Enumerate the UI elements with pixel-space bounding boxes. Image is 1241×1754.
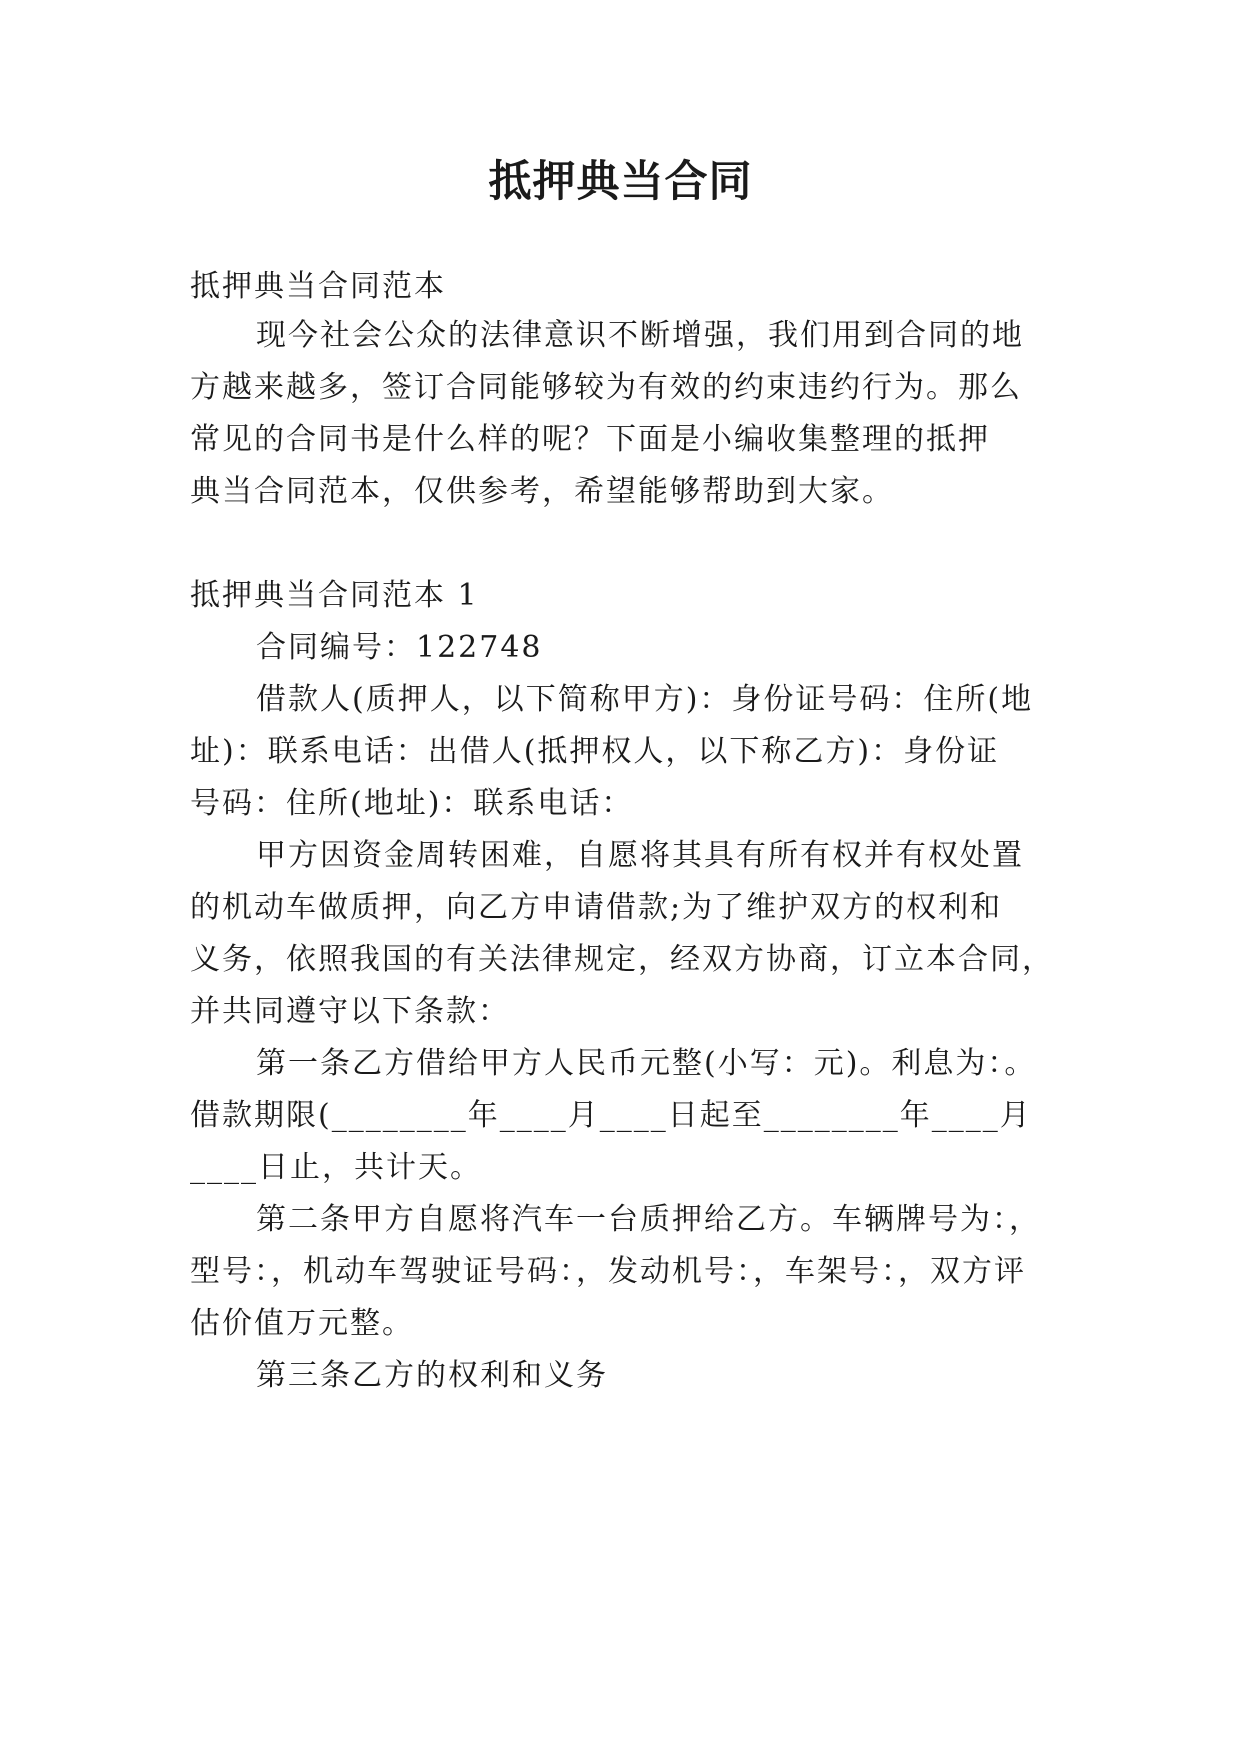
section-heading: 抵押典当合同范本 1 xyxy=(190,578,479,613)
clause-two-line: 第二条甲方自愿将汽车一台质押给乙方。车辆牌号为：， xyxy=(256,1202,1041,1237)
section-heading: 抵押典当合同范本 xyxy=(190,269,446,304)
paragraph-line: 并共同遵守以下条款： xyxy=(190,994,510,1029)
paragraph-line: 典当合同范本，仅供参考，希望能够帮助到大家。 xyxy=(190,474,894,509)
clause-one-line: 借款期限(________年____月____日起至________年____月 xyxy=(190,1098,1032,1133)
paragraph-line: 常见的合同书是什么样的呢？下面是小编收集整理的抵押 xyxy=(190,422,990,457)
paragraph-line: 借款人(质押人，以下简称甲方)：身份证号码：住所(地 xyxy=(256,682,1034,717)
paragraph-line: 号码：住所(地址)：联系电话： xyxy=(190,786,634,821)
clause-one-line: ____日止，共计天。 xyxy=(190,1150,482,1185)
contract-number: 合同编号：122748 xyxy=(256,630,543,665)
document-title: 抵押典当合同 xyxy=(488,157,753,207)
paragraph-line: 甲方因资金周转困难，自愿将其具有所有权并有权处置 xyxy=(256,838,1024,873)
clause-two-line: 型号：，机动车驾驶证号码：，发动机号：，车架号：，双方评 xyxy=(190,1254,1026,1289)
paragraph-line: 义务，依照我国的有关法律规定，经双方协商，订立本合同， xyxy=(190,942,1054,977)
paragraph-line: 现今社会公众的法律意识不断增强，我们用到合同的地 xyxy=(256,318,1024,353)
paragraph-line: 的机动车做质押，向乙方申请借款;为了维护双方的权利和 xyxy=(190,890,1003,925)
clause-two-line: 估价值万元整。 xyxy=(190,1306,414,1341)
paragraph-line: 址)：联系电话：出借人(抵押权人，以下称乙方)：身份证 xyxy=(190,734,1000,769)
paragraph-line: 方越来越多，签订合同能够较为有效的约束违约行为。那么 xyxy=(190,370,1022,405)
clause-one-line: 第一条乙方借给甲方人民币元整(小写：元)。利息为：。 xyxy=(256,1046,1037,1081)
clause-three-heading: 第三条乙方的权利和义务 xyxy=(256,1358,608,1393)
